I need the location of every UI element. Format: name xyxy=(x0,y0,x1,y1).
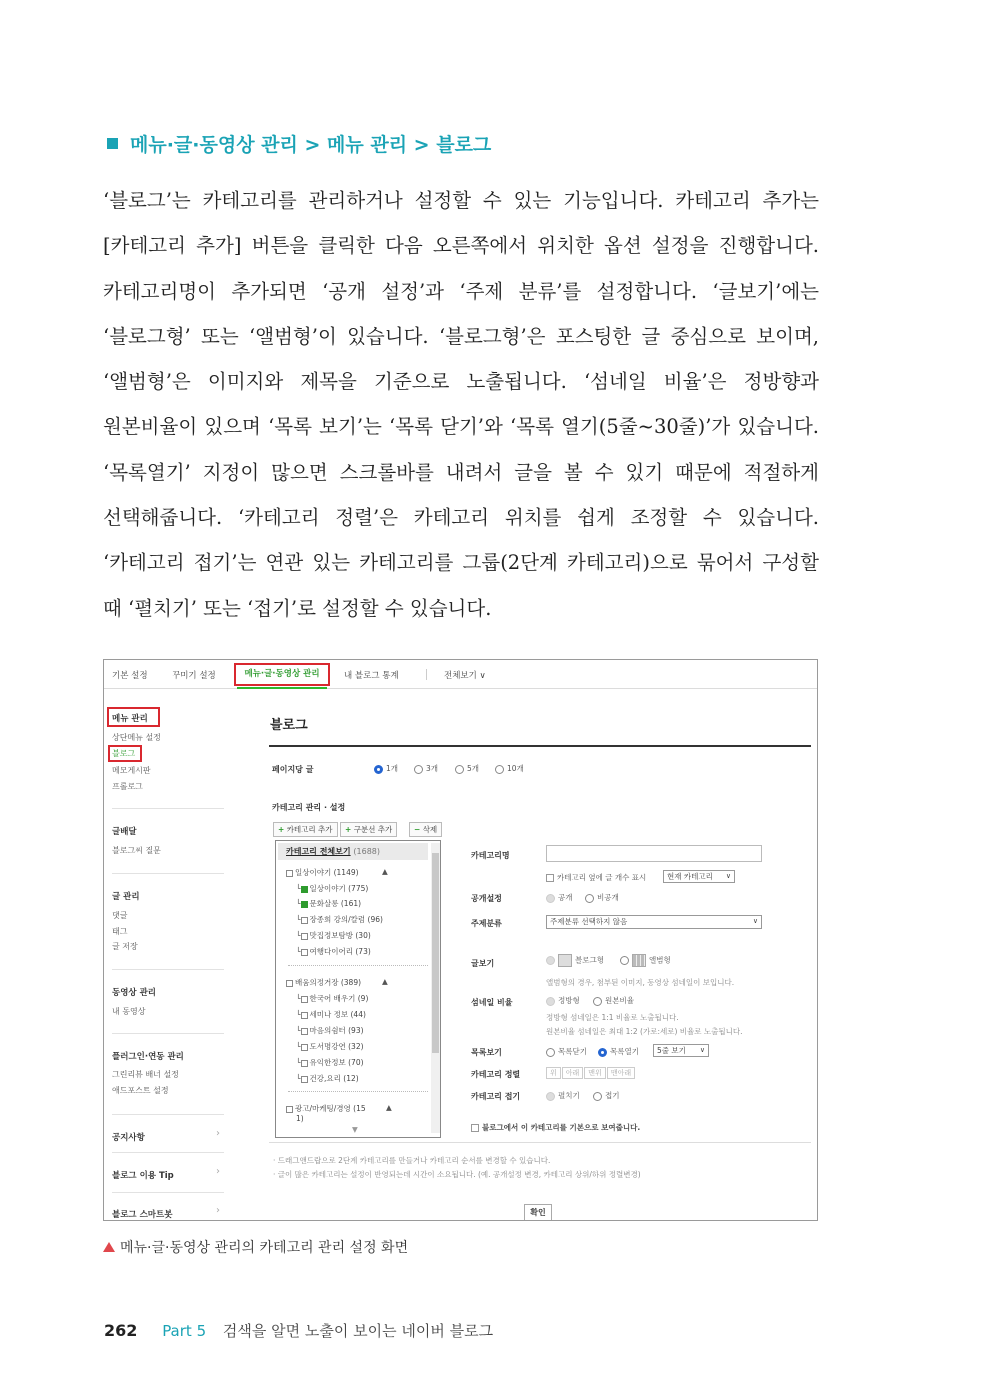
category-fold-label: 카테고리 접기 xyxy=(471,1092,521,1101)
radio-icon xyxy=(593,997,602,1006)
section-heading-text: 메뉴·글·동영상 관리 > 메뉴 관리 > 블로그 xyxy=(130,134,492,156)
notes-divider xyxy=(269,1142,811,1143)
thumb-option-square[interactable]: 정방형 xyxy=(546,995,580,1006)
tree-item[interactable]: └ 맛집정보탐방 (30) xyxy=(296,931,371,940)
category-sort-label: 카테고리 정렬 xyxy=(471,1070,521,1079)
scroll-down-icon[interactable]: ▼ xyxy=(352,1125,358,1134)
topic-label: 주제분류 xyxy=(471,919,502,928)
folder-icon xyxy=(301,1044,308,1051)
part-label: Part 5 xyxy=(162,1322,207,1340)
sidebar-title-menu[interactable]: 메뉴 관리 xyxy=(112,714,148,724)
radio-icon xyxy=(585,894,594,903)
thumb-note-square: 정방형 섬네일은 1:1 비율로 노출됩니다. xyxy=(546,1013,679,1022)
folder-icon xyxy=(301,1060,308,1067)
tree-scrollbar[interactable] xyxy=(431,843,440,1133)
move-up-icon[interactable]: ▲ xyxy=(382,867,388,876)
tree-item[interactable]: 광고/마케팅/경영 (15 xyxy=(286,1103,366,1114)
sidebar-divider xyxy=(112,1152,224,1153)
scrollbar-thumb[interactable] xyxy=(432,853,439,1053)
tree-item[interactable]: 배움의정거장 (389) xyxy=(286,977,361,988)
list-view-label: 목록보기 xyxy=(471,1048,502,1057)
tree-separator xyxy=(288,1091,428,1092)
sidebar-divider xyxy=(112,1192,224,1193)
thumbnail-ratio-label: 섬네일 비율 xyxy=(471,998,513,1007)
tree-item[interactable]: └ 문화살롱 (161) xyxy=(296,899,362,908)
per-page-option-3[interactable]: 3개 xyxy=(414,763,438,774)
main-panel xyxy=(269,690,814,1220)
radio-icon xyxy=(414,765,423,774)
sidebar-title-plugin[interactable]: 플러그인·연동 관리 xyxy=(112,1052,184,1062)
list-option-closed[interactable]: 목록닫기 xyxy=(546,1046,587,1057)
checked-folder-icon xyxy=(301,886,308,893)
sidebar-divider xyxy=(112,1033,224,1034)
sidebar-divider xyxy=(112,1114,224,1115)
thumb-option-original[interactable]: 원본비율 xyxy=(593,995,634,1006)
tab-menu-post-video[interactable]: 메뉴·글·동영상 관리 xyxy=(234,663,330,686)
per-page-label: 페이지당 글 xyxy=(272,765,314,774)
tree-separator xyxy=(288,965,428,966)
sort-up-button[interactable]: 위 xyxy=(546,1067,561,1079)
screenshot-figure xyxy=(103,659,818,1221)
sidebar-divider xyxy=(112,969,224,970)
tab-view-all[interactable]: 전체보기 ∨ xyxy=(444,671,486,681)
open-option-private[interactable]: 비공개 xyxy=(585,892,619,903)
book-title: 검색을 알면 노출이 보이는 네이버 블로그 xyxy=(222,1322,494,1340)
sidebar-divider xyxy=(112,808,224,809)
tree-all-categories[interactable]: 카테고리 전체보기 (1688) xyxy=(278,843,428,860)
open-option-public[interactable]: 공개 xyxy=(546,892,573,903)
tab-blog-stats[interactable]: 내 블로그 통계 xyxy=(344,671,399,681)
radio-icon xyxy=(546,1092,555,1101)
sidebar-item-comments[interactable]: 댓글 xyxy=(112,911,128,920)
sidebar-item-memo[interactable]: 메모게시판 xyxy=(112,766,151,775)
chevron-down-icon: ∨ xyxy=(699,1046,705,1054)
top-tab-bar xyxy=(104,660,817,689)
active-tab-underline xyxy=(237,687,327,689)
caption-text: 메뉴·글·동영상 관리의 카테고리 관리 설정 화면 xyxy=(120,1240,409,1256)
checkbox-icon xyxy=(546,874,554,882)
body-paragraph: ‘블로그’는 카테고리를 관리하거나 설정할 수 있는 기능입니다. 카테고리 추가는 [카테고리 추가] 버튼을 클릭한 다음 오른쪽에서 위치한 옵션 설정을 진행합니다. 카테고리명이 추가되면 ‘공개 설정’과 ‘주제 분류’를 설정합니다. ‘글보기’에는 ‘블로그형’ 또는 ‘앨범형’이 있습니다. ‘블로그형’은 포스팅한 글 중심으로 보이며, ‘앨범형’은 이미지와 제목을 기준으로 노출됩니다. ‘섬네일 비율’은 정방향과 원본비율이 있으며 ‘목록 보기’는 ‘목록 닫기’와 ‘목록 열기(5줄~30줄)’가 있습니다. ‘목록열기’ 지정이 많으면 스크롤바를 내려서 글을 볼 수 있기 때문에 적절하게 선택해줍니다. ‘카테고리 정렬’은 카테고리 위치를 쉽게 조정할 수 있습니다. ‘카테고리 접기’는 연관 있는 카테고리를 그룹(2단계 카테고리)으로 묶어서 구성할 때 ‘펼치기’ 또는 ‘접기’로 설정할 수 있습니다. xyxy=(103,189,819,620)
sidebar-item-smartbot[interactable]: 블로그 스마트봇 xyxy=(112,1210,173,1220)
radio-icon xyxy=(546,894,555,903)
sidebar-title-video[interactable]: 동영상 관리 xyxy=(112,988,157,998)
radio-icon xyxy=(495,765,504,774)
blog-view-thumbnail-icon xyxy=(558,954,572,967)
plus-icon: + xyxy=(345,825,352,834)
sidebar-item-prologue[interactable]: 프롤로그 xyxy=(112,782,143,791)
sidebar xyxy=(104,690,229,1220)
folder-icon xyxy=(301,1028,308,1035)
tree-item[interactable]: └ 일상이야기 (775) xyxy=(296,884,369,893)
tree-item[interactable]: └ 마음의쉼터 (93) xyxy=(296,1026,364,1035)
checked-folder-icon xyxy=(301,901,308,908)
folder-icon xyxy=(286,870,293,877)
sidebar-item-adpost[interactable]: 애드포스트 설정 xyxy=(112,1086,169,1095)
default-category-checkbox[interactable]: 블로그에서 이 카테고리를 기본으로 보여줍니다. xyxy=(471,1122,640,1133)
tab-design-settings[interactable]: 꾸미기 설정 xyxy=(172,671,216,681)
tab-basic-settings[interactable]: 기본 설정 xyxy=(112,671,148,681)
delete-button[interactable]: − 삭제 xyxy=(409,822,442,837)
sidebar-title-post-manage[interactable]: 글 관리 xyxy=(112,892,140,902)
folder-icon xyxy=(301,933,308,940)
folder-icon xyxy=(286,1106,293,1113)
per-page-option-1[interactable]: 1개 xyxy=(374,763,398,774)
radio-selected-icon xyxy=(598,1048,607,1057)
tree-item[interactable]: └ 한국어 배우기 (9) xyxy=(296,994,369,1003)
triangle-up-icon xyxy=(103,1242,115,1252)
tree-item[interactable]: └ 여행다이어리 (73) xyxy=(296,947,371,956)
fold-option-expand[interactable]: 펼치기 xyxy=(546,1090,580,1101)
sort-button-group xyxy=(546,1067,636,1079)
tree-item-count-continued: 1) xyxy=(296,1114,304,1123)
radio-icon xyxy=(546,956,555,965)
chevron-right-icon: › xyxy=(216,1128,220,1139)
radio-icon xyxy=(593,1092,602,1101)
chevron-down-icon: ∨ xyxy=(725,872,731,880)
list-lines-select[interactable]: 5줄 보기 ∨ xyxy=(653,1044,709,1057)
chevron-down-icon: ∨ xyxy=(752,917,758,925)
sort-top-button[interactable]: 맨위 xyxy=(584,1067,606,1079)
checkbox-icon xyxy=(471,1124,479,1132)
sort-down-button[interactable]: 아래 xyxy=(562,1067,584,1079)
tree-item[interactable]: └ 세미나 정보 (44) xyxy=(296,1010,366,1019)
category-name-input[interactable] xyxy=(546,845,762,862)
folder-icon xyxy=(286,980,293,987)
sidebar-item-blog[interactable]: 블로그 xyxy=(112,749,136,758)
tree-item[interactable]: └ 유익한정보 (70) xyxy=(296,1058,364,1067)
list-option-open[interactable]: 목록열기 xyxy=(598,1046,639,1057)
tree-item[interactable]: └ 도서명강연 (32) xyxy=(296,1042,364,1051)
folder-icon xyxy=(301,917,308,924)
move-up-icon[interactable]: ▲ xyxy=(386,1103,392,1112)
folder-icon xyxy=(301,1076,308,1083)
view-note: 앨범형의 경우, 첨부된 이미지, 동영상 섬네일이 보입니다. xyxy=(546,978,735,987)
tree-item[interactable]: └ 장종희 강의/칼럼 (96) xyxy=(296,915,383,924)
view-option-album[interactable]: 앨범형 xyxy=(620,954,671,967)
note-drag-drop: · 드래그앤드랍으로 2단계 카테고리를 만들거나 카테고리 순서를 변경할 수 있습니다. xyxy=(273,1156,551,1165)
move-up-icon[interactable]: ▲ xyxy=(382,977,388,986)
sort-bottom-button[interactable]: 맨아래 xyxy=(607,1067,635,1079)
radio-icon xyxy=(546,997,555,1006)
per-page-option-5[interactable]: 5개 xyxy=(455,763,479,774)
thumb-note-original: 원본비율 섬네일은 최대 1:2 (가로:세로) 비율로 노출됩니다. xyxy=(546,1027,743,1036)
sidebar-item-blog-tip[interactable]: 블로그 이용 Tip xyxy=(112,1171,174,1181)
square-bullet-icon xyxy=(107,138,118,149)
open-settings-label: 공개설정 xyxy=(471,894,502,903)
sidebar-divider xyxy=(112,873,224,874)
page-footer xyxy=(104,1320,493,1341)
minus-icon: − xyxy=(414,825,421,834)
radio-selected-icon xyxy=(374,765,383,774)
chevron-right-icon: › xyxy=(216,1205,220,1216)
sidebar-item-my-videos[interactable]: 내 동영상 xyxy=(112,1007,146,1016)
category-name-label: 카테고리명 xyxy=(471,851,510,860)
add-category-button[interactable]: + 카테고리 추가 xyxy=(273,822,338,837)
sidebar-item-green-review[interactable]: 그린리뷰 배너 설정 xyxy=(112,1070,179,1079)
radio-icon xyxy=(455,765,464,774)
confirm-button[interactable]: 확인 xyxy=(524,1204,552,1221)
note-delay: · 글이 많은 카테고리는 설정이 반영되는데 시간이 소요됩니다. (예. 공개설정 변경, 카테고리 상위/하위 정렬변경) xyxy=(273,1170,641,1179)
category-section-title: 카테고리 관리 · 설정 xyxy=(272,803,346,812)
sidebar-item-saved-posts[interactable]: 글 저장 xyxy=(112,942,138,951)
radio-icon xyxy=(620,956,629,965)
figure-caption xyxy=(103,1237,408,1257)
plus-icon: + xyxy=(278,825,285,834)
sidebar-item-blogc-question[interactable]: 블로그씨 질문 xyxy=(112,846,161,855)
category-tree[interactable] xyxy=(275,840,441,1138)
view-label: 글보기 xyxy=(471,959,495,968)
folder-icon xyxy=(301,996,308,1003)
sidebar-title-post-delivery[interactable]: 글배달 xyxy=(112,827,137,837)
category-count-checkbox[interactable]: 카테고리 옆에 글 개수 표시 xyxy=(546,872,646,883)
sidebar-item-tags[interactable]: 태그 xyxy=(112,927,128,936)
title-rule xyxy=(269,745,811,747)
tree-item[interactable]: 일상이야기 (1149) xyxy=(286,867,359,878)
add-separator-button[interactable]: + 구분선 추가 xyxy=(340,822,397,837)
section-heading xyxy=(107,130,491,157)
folder-icon xyxy=(301,949,308,956)
topic-select[interactable]: 주제분류 선택하지 않음 ∨ xyxy=(546,915,762,929)
radio-icon xyxy=(546,1048,555,1057)
tree-item[interactable]: └ 건강,요리 (12) xyxy=(296,1074,359,1083)
folder-icon xyxy=(301,1012,308,1019)
per-page-option-10[interactable]: 10개 xyxy=(495,763,524,774)
view-option-blog[interactable]: 블로그형 xyxy=(546,954,604,967)
chevron-right-icon: › xyxy=(216,1166,220,1177)
category-count-select[interactable]: 현재 카테고리 ∨ xyxy=(663,870,735,883)
page-number: 262 xyxy=(104,1321,138,1340)
sidebar-item-notice[interactable]: 공지사항 xyxy=(112,1133,145,1143)
tab-divider xyxy=(426,669,427,680)
album-view-thumbnail-icon xyxy=(632,954,646,967)
page-title: 블로그 xyxy=(270,718,308,733)
fold-option-collapse[interactable]: 접기 xyxy=(593,1090,620,1101)
sidebar-item-top-menu[interactable]: 상단메뉴 설정 xyxy=(112,733,161,742)
